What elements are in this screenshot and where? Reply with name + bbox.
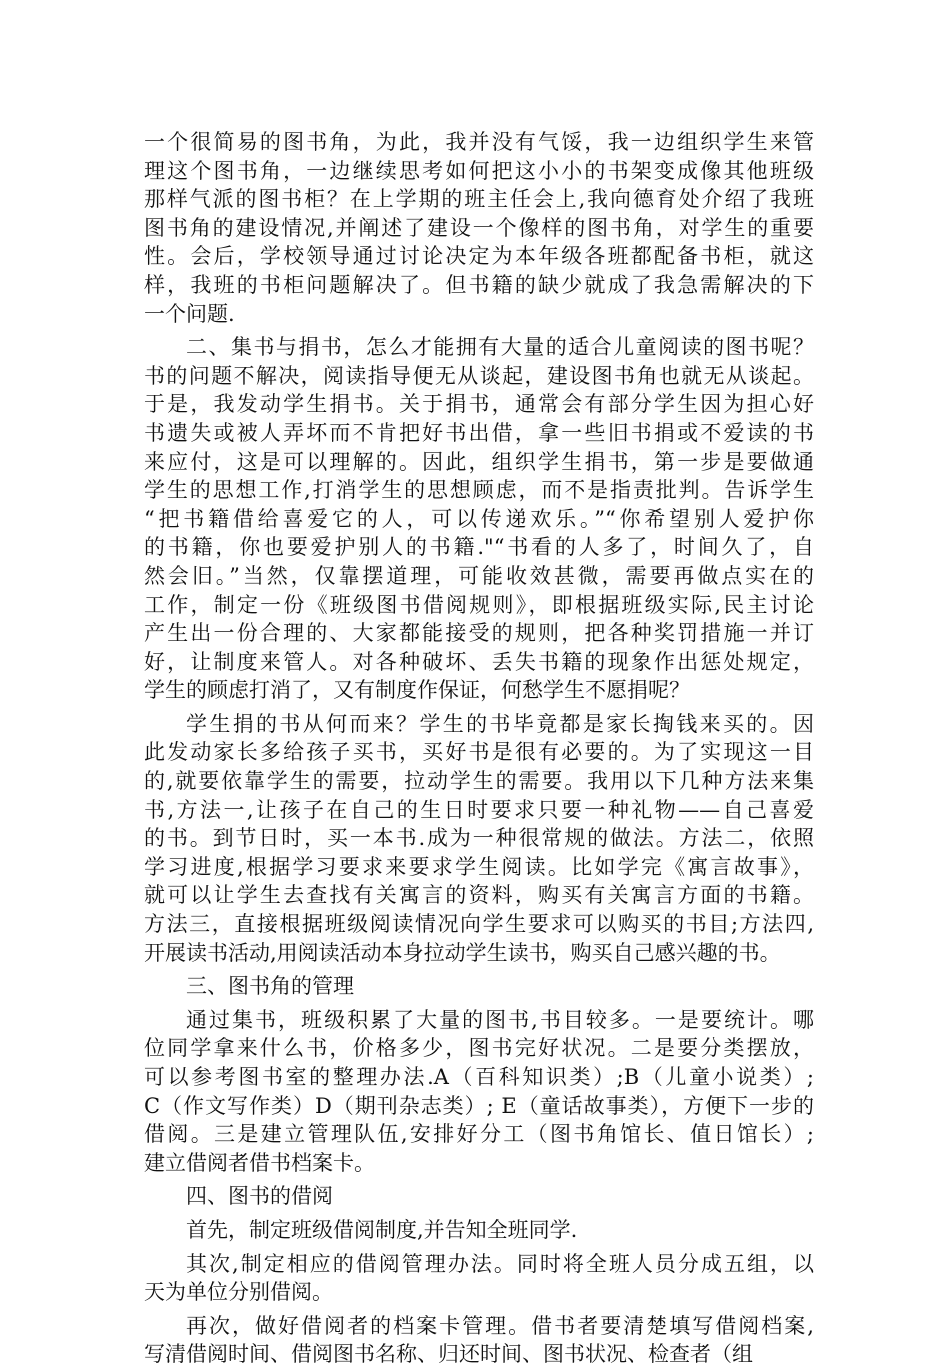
text-line: 建立借阅者借书档案卡。 [144, 1150, 375, 1175]
text-line: 工作，制定一份《班级图书借阅规则》，即根据班级实际,民主讨论 [144, 592, 814, 617]
text-line: 二、集书与捐书，怎么才能拥有大量的适合儿童阅读的图书呢？ [186, 335, 814, 360]
paragraph [144, 710, 814, 967]
text-line: 天为单位分别借阅。 [144, 1280, 333, 1305]
paragraph [144, 1250, 814, 1307]
text-line: 于是，我发动学生捐书。关于捐书，通常会有部分学生因为担心好 [144, 392, 814, 417]
text-line: 首先，制定班级借阅制度,并告知全班同学. [186, 1217, 578, 1242]
paragraph [144, 1312, 814, 1369]
text-line: 此发动家长多给孩子买书，买好书是很有必要的。为了实现这一目 [144, 740, 814, 765]
text-line: 就可以让学生去查找有关寓言的资料，购买有关寓言方面的书籍。 [144, 883, 814, 908]
text-line: 借阅。三是建立管理队伍,安排好分工（图书角馆长、值日馆长）; [144, 1122, 814, 1147]
text-line: 理这个图书角，一边继续思考如何把这小小的书架变成像其他班级 [144, 158, 814, 183]
text-line: 产生出一份合理的、大家都能接受的规则，把各种奖罚措施一并订 [144, 621, 814, 646]
text-line: 书的问题不解决，阅读指导便无从谈起，建设图书角也就无从谈起。 [144, 363, 814, 388]
text-line: 的书。到节日时，买一本书.成为一种很常规的做法。方法二，依照 [144, 826, 814, 851]
section-heading [144, 972, 814, 1001]
text-line: 然会旧。”当然，仅靠摆道理，可能收效甚微，需要再做点实在的 [144, 563, 814, 588]
text-line: 那样气派的图书柜？在上学期的班主任会上,我向德育处介绍了我班 [144, 187, 814, 212]
text-line: 书,方法一,让孩子在自己的生日时要求只要一种礼物——自己喜爱 [144, 797, 814, 822]
text-line: 学习进度,根据学习要求来要求学生阅读。比如学完《寓言故事》， [144, 854, 814, 879]
text-line: 可以参考图书室的整理办法.A（百科知识类）;B（儿童小说类）; [144, 1065, 814, 1089]
text-line: 位同学拿来什么书，价格多少，图书完好状况。二是要分类摆放， [144, 1036, 814, 1061]
paragraph [144, 1216, 814, 1245]
text-line: 四、图书的借阅 [186, 1184, 333, 1209]
text-line: 通过集书，班级积累了大量的图书,书目较多。一是要统计。哪 [186, 1007, 814, 1032]
paragraph [144, 128, 814, 328]
text-line: 的书籍，你也要爱护别人的书籍."“书看的人多了，时间久了，自 [144, 535, 814, 560]
text-line: 写清借阅时间、借阅图书名称、归还时间、图书状况、检查者（组 [144, 1342, 753, 1367]
document-body [144, 128, 814, 1369]
text-line: 来应付，这是可以理解的。因此，组织学生捐书，第一步是要做通 [144, 449, 814, 474]
text-line: 学生捐的书从何而来？学生的书毕竟都是家长掏钱来买的。因 [186, 711, 814, 736]
text-line: 样，我班的书柜问题解决了。但书籍的缺少就成了我急需解决的下 [144, 272, 814, 297]
text-line: 性。会后，学校领导通过讨论决定为本年级各班都配备书柜，就这 [144, 244, 814, 269]
text-line: C（作文写作类）D（期刊杂志类）; E（童话故事类），方便下一步的 [144, 1093, 814, 1118]
text-line: 三、图书角的管理 [186, 974, 354, 999]
text-line: 的,就要依靠学生的需要，拉动学生的需要。我用以下几种方法来集 [144, 769, 814, 794]
text-line: 再次，做好借阅者的档案卡管理。借书者要清楚填写借阅档案, [186, 1313, 814, 1338]
text-line: 学生的顾虑打消了，又有制度作保证，何愁学生不愿捐呢？ [144, 678, 690, 703]
text-line: 其次,制定相应的借阅管理办法。同时将全班人员分成五组，以 [186, 1251, 814, 1276]
text-line: 学生的思想工作,打消学生的思想顾虑，而不是指责批判。告诉学生 [144, 478, 814, 503]
paragraph [144, 1006, 814, 1178]
text-line: “把书籍借给喜爱它的人，可以传递欢乐。”“你希望别人爱护你 [144, 506, 814, 531]
text-line: 方法三，直接根据班级阅读情况向学生要求可以购买的书目;方法四, [144, 912, 814, 937]
text-line: 好，让制度来管人。对各种破坏、丢失书籍的现象作出惩处规定， [144, 649, 814, 674]
text-line: 一个问题. [144, 301, 235, 326]
section-heading [144, 1182, 814, 1211]
text-line: 书遗失或被人弄坏而不肯把好书出借，拿一些旧书捐或不爱读的书 [144, 420, 814, 445]
paragraph [144, 333, 814, 705]
text-line: 图书角的建设情况,并阐述了建设一个像样的图书角，对学生的重要 [144, 215, 814, 240]
text-line: 开展读书活动,用阅读活动本身拉动学生读书，购买自己感兴趣的书。 [144, 940, 781, 965]
text-line: 一个很简易的图书角，为此，我并没有气馁，我一边组织学生来管 [144, 130, 814, 154]
